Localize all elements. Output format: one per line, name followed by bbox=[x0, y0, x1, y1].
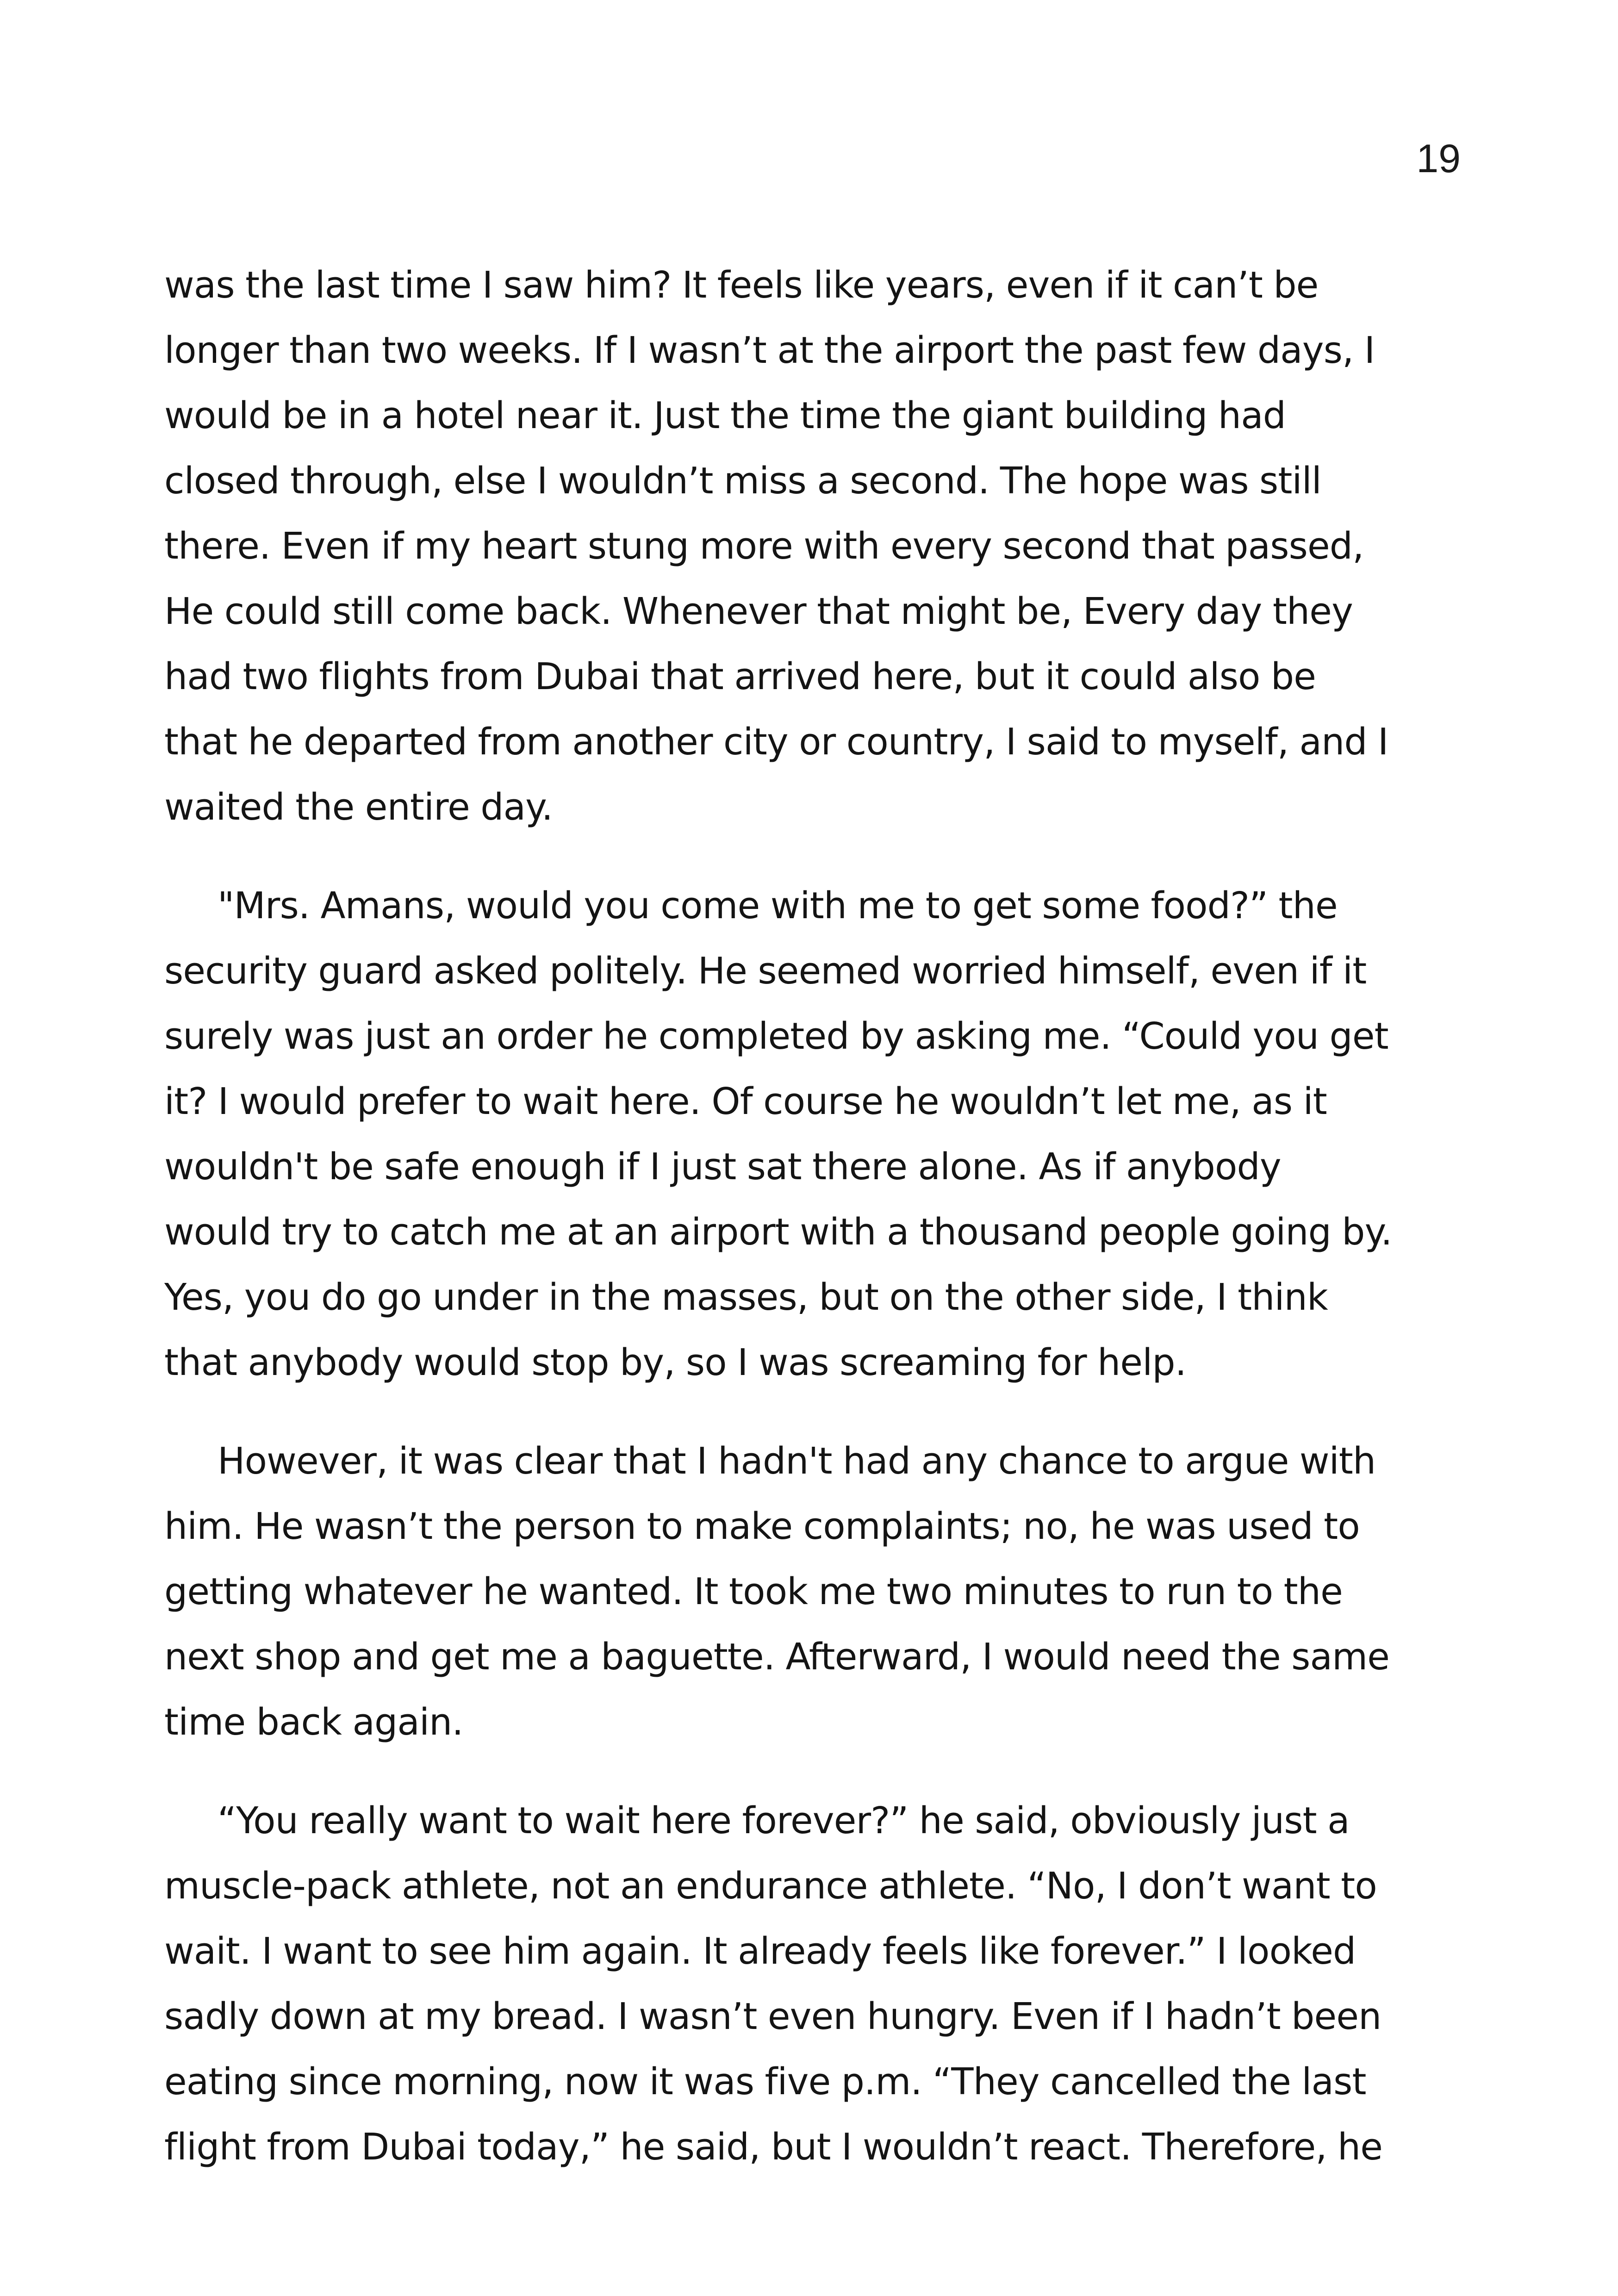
text-line: closed through, else I wouldn’t miss a second. The hope was still bbox=[164, 460, 1321, 502]
text-line: security guard asked politely. He seemed worried himself, even if it bbox=[164, 950, 1367, 992]
text-line: Yes, you do go under in the masses, but on the other side, I think bbox=[164, 1276, 1328, 1319]
text-line: flight from Dubai today,” he said, but I wouldn’t react. Therefore, he bbox=[164, 2126, 1383, 2168]
paragraph-gap bbox=[164, 1755, 1460, 1788]
text-line: that anybody would stop by, so I was screaming for help. bbox=[164, 1341, 1187, 1384]
text-line-content: “You really want to wait here forever?” he said, obviously just a bbox=[218, 1799, 1350, 1842]
text-line: time back again. bbox=[164, 1701, 463, 1743]
text-line-content: However, it was clear that I hadn't had any chance to argue with bbox=[218, 1440, 1376, 1482]
paragraph-1 bbox=[164, 253, 1460, 840]
text-line-first bbox=[164, 873, 1460, 939]
text-line: him. He wasn’t the person to make complaints; no, he was used to bbox=[164, 1505, 1360, 1548]
text-line: muscle-pack athlete, not an endurance athlete. “No, I don’t want to bbox=[164, 1865, 1377, 1907]
text-line: would be in a hotel near it. Just the time the giant building had bbox=[164, 394, 1286, 437]
text-line: next shop and get me a baguette. Afterward, I would need the same bbox=[164, 1636, 1390, 1678]
text-line: was the last time I saw him? It feels like years, even if it can’t be bbox=[164, 264, 1319, 306]
paragraph-4 bbox=[164, 1788, 1460, 2180]
text-line-first bbox=[164, 1429, 1460, 1494]
paragraph-2 bbox=[164, 873, 1460, 1395]
text-line: getting whatever he wanted. It took me two minutes to run to the bbox=[164, 1570, 1343, 1613]
text-line: wouldn't be safe enough if I just sat there alone. As if anybody bbox=[164, 1145, 1281, 1188]
paragraph-3 bbox=[164, 1429, 1460, 1755]
text-line: He could still come back. Whenever that might be, Every day they bbox=[164, 590, 1353, 633]
text-line: surely was just an order he completed by asking me. “Could you get bbox=[164, 1015, 1388, 1058]
text-line: wait. I want to see him again. It already feels like forever.” I looked bbox=[164, 1930, 1356, 1972]
text-line-content: "Mrs. Amans, would you come with me to get some food?” the bbox=[218, 884, 1338, 927]
text-line: would try to catch me at an airport with a thousand people going by. bbox=[164, 1211, 1392, 1253]
text-line: it? I would prefer to wait here. Of course he wouldn’t let me, as it bbox=[164, 1080, 1327, 1123]
text-line: that he departed from another city or country, I said to myself, and I bbox=[164, 721, 1388, 763]
body-text bbox=[164, 253, 1460, 2180]
text-line: had two flights from Dubai that arrived here, but it could also be bbox=[164, 655, 1316, 698]
text-line: eating since morning, now it was five p.m. “They cancelled the last bbox=[164, 2060, 1366, 2103]
text-line: there. Even if my heart stung more with every second that passed, bbox=[164, 525, 1364, 567]
paragraph-gap bbox=[164, 840, 1460, 873]
text-line: longer than two weeks. If I wasn’t at the airport the past few days, I bbox=[164, 329, 1375, 372]
paragraph-gap bbox=[164, 1395, 1460, 1429]
page-number: 19 bbox=[1416, 137, 1461, 181]
text-line: sadly down at my bread. I wasn’t even hungry. Even if I hadn’t been bbox=[164, 1995, 1382, 2038]
text-line-first bbox=[164, 1788, 1460, 1854]
text-line: waited the entire day. bbox=[164, 786, 553, 828]
